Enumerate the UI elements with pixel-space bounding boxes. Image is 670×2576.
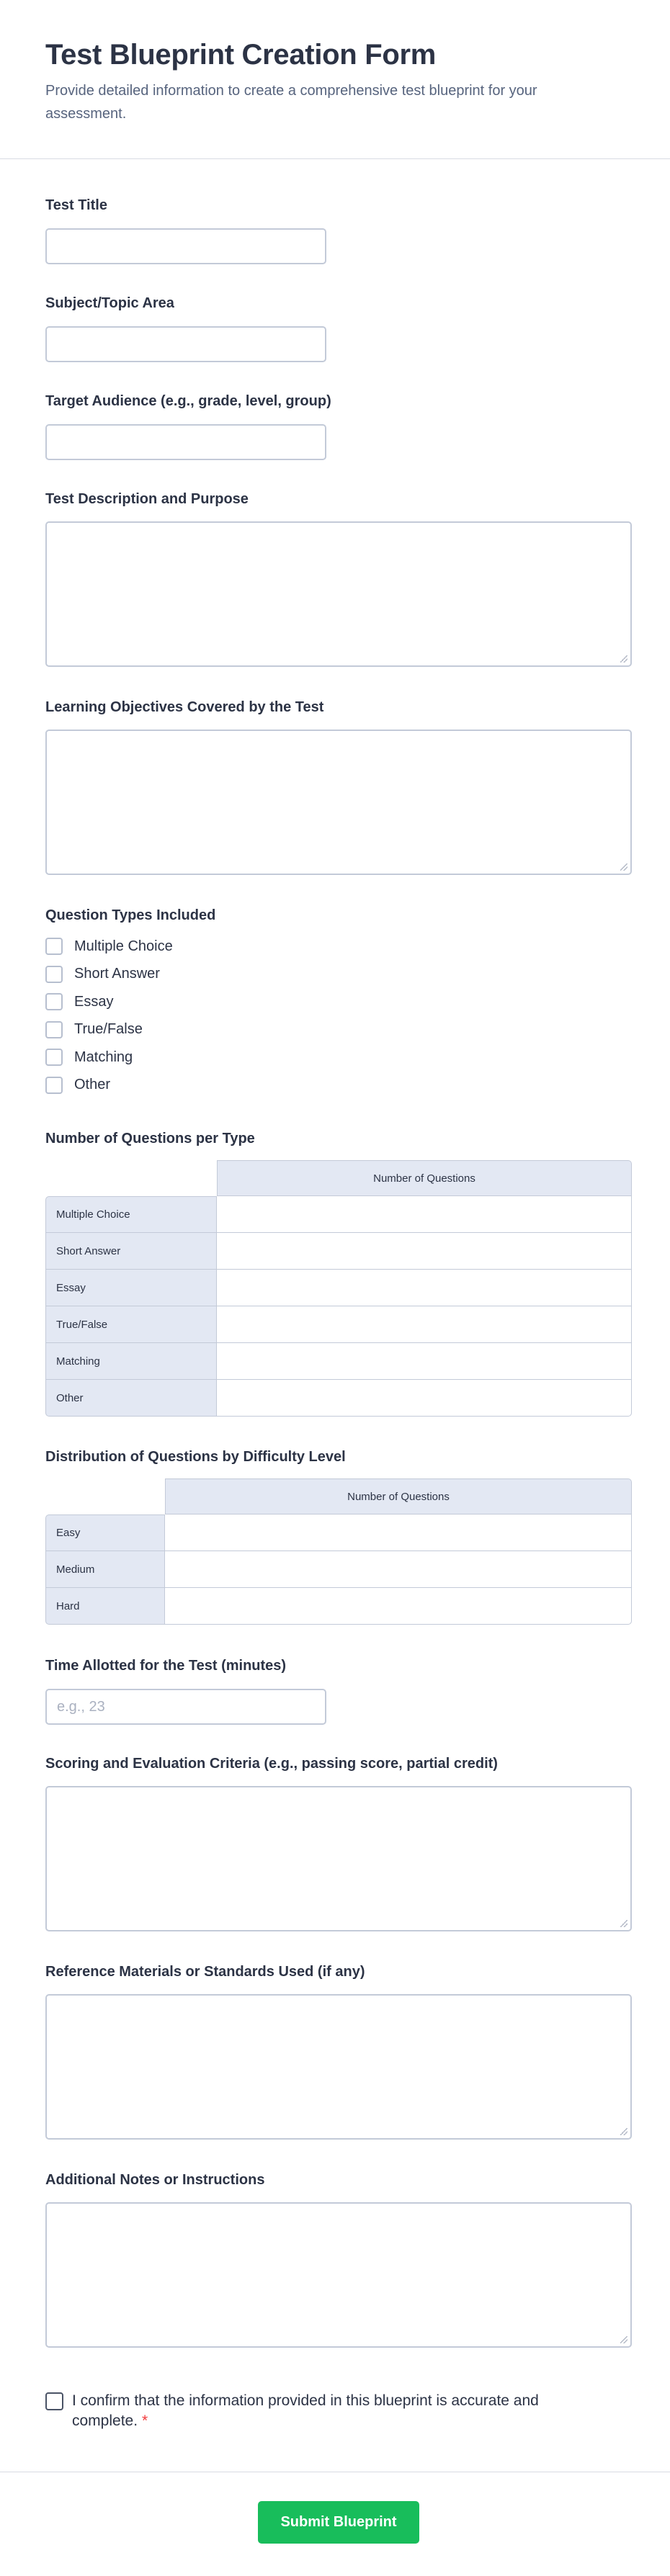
confirm-text: I confirm that the information provided in this blueprint is accurate and complete. [72,2392,539,2429]
form-header [0,0,670,159]
field-difficulty [45,1448,632,1625]
option-label: Essay [74,993,114,1010]
confirm-row[interactable] [45,2391,579,2431]
matrix-row [45,1343,632,1380]
form-footer [0,2472,670,2576]
matrix-column-header: Number of Questions [165,1478,632,1514]
resize-grip-icon[interactable] [620,2128,627,2135]
subject-input[interactable] [45,326,326,362]
matrix-cell-input[interactable] [165,1551,632,1588]
audience-label: Target Audience (e.g., grade, level, group) [45,393,331,409]
required-marker: * [142,2413,148,2429]
matrix-corner [45,1478,165,1514]
matrix-column-header: Number of Questions [217,1160,632,1196]
matrix-row [45,1514,632,1551]
subject-label: Subject/Topic Area [45,295,174,311]
objectives-label: Learning Objectives Covered by the Test [45,699,324,715]
description-label: Test Description and Purpose [45,491,249,507]
difficulty-matrix [45,1478,632,1625]
matrix-row [45,1270,632,1306]
matrix-cell-input[interactable] [217,1380,632,1417]
matrix-cell-input[interactable] [165,1514,632,1551]
confirm-label [72,2391,579,2431]
test-title-label: Test Title [45,197,107,213]
matrix-row [45,1380,632,1417]
field-audience [45,392,632,460]
page-subtitle: Provide detailed information to create a comprehensive test blueprint for your assessment. [45,83,537,122]
option-matching[interactable] [45,1044,632,1072]
checkbox[interactable] [45,1049,63,1066]
option-short-answer[interactable] [45,961,632,989]
option-label: Multiple Choice [74,938,173,954]
field-confirm [45,2391,579,2431]
matrix-row [45,1588,632,1625]
time-input[interactable] [45,1689,326,1725]
resize-grip-icon[interactable] [620,655,627,663]
checkbox[interactable] [45,1077,63,1094]
questions-per-type-label: Number of Questions per Type [45,1131,255,1146]
field-references [45,1962,632,2140]
test-title-input[interactable] [45,228,326,264]
resize-grip-icon[interactable] [620,2336,627,2343]
objectives-textarea[interactable] [45,730,632,875]
field-questions-per-type [45,1129,632,1417]
matrix-cell-input[interactable] [217,1306,632,1343]
option-label: Short Answer [74,966,160,982]
audience-input[interactable] [45,424,326,460]
matrix-cell-input[interactable] [165,1588,632,1625]
field-subject [45,294,632,362]
option-label: Matching [74,1049,133,1065]
difficulty-label: Distribution of Questions by Difficulty Level [45,1449,346,1465]
matrix-cell-input[interactable] [217,1270,632,1306]
matrix-row-label: Other [45,1380,217,1417]
submit-button[interactable]: Submit Blueprint [258,2501,419,2544]
references-textarea[interactable] [45,1994,632,2140]
matrix-row-label: Medium [45,1551,165,1588]
matrix-cell-input[interactable] [217,1343,632,1380]
field-question-types [45,906,632,1099]
confirm-checkbox[interactable] [45,2392,63,2410]
scoring-label: Scoring and Evaluation Criteria (e.g., passing score, partial credit) [45,1756,498,1772]
field-time [45,1656,632,1725]
notes-label: Additional Notes or Instructions [45,2172,265,2188]
matrix-row-label: Essay [45,1270,217,1306]
field-description [45,490,632,667]
matrix-corner [45,1160,217,1196]
option-other[interactable] [45,1072,632,1100]
field-objectives [45,698,632,875]
matrix-row [45,1306,632,1343]
checkbox[interactable] [45,993,63,1010]
questions-per-type-matrix [45,1160,632,1417]
notes-textarea[interactable] [45,2202,632,2348]
matrix-row-label: Multiple Choice [45,1196,217,1233]
option-label: Other [74,1077,111,1093]
matrix-row-label: True/False [45,1306,217,1343]
checkbox[interactable] [45,938,63,955]
matrix-row-label: Matching [45,1343,217,1380]
description-textarea[interactable] [45,521,632,667]
question-types-options [45,933,632,1099]
time-label: Time Allotted for the Test (minutes) [45,1658,287,1674]
question-types-label: Question Types Included [45,907,216,923]
resize-grip-icon[interactable] [620,1920,627,1927]
matrix-row-label: Short Answer [45,1233,217,1270]
matrix-row [45,1196,632,1233]
page-title: Test Blueprint Creation Form [45,39,437,71]
scoring-textarea[interactable] [45,1786,632,1931]
checkbox[interactable] [45,966,63,983]
resize-grip-icon[interactable] [620,863,627,871]
matrix-row [45,1233,632,1270]
checkbox[interactable] [45,1021,63,1038]
matrix-cell-input[interactable] [217,1233,632,1270]
option-label: True/False [74,1021,143,1038]
references-label: Reference Materials or Standards Used (if any) [45,1964,365,1980]
field-test-title [45,196,632,264]
field-notes [45,2171,632,2348]
matrix-row-label: Easy [45,1514,165,1551]
option-true-false[interactable] [45,1016,632,1044]
matrix-row-label: Hard [45,1588,165,1625]
option-essay[interactable] [45,988,632,1016]
option-multiple-choice[interactable] [45,933,632,961]
matrix-cell-input[interactable] [217,1196,632,1233]
matrix-row [45,1551,632,1588]
field-scoring [45,1754,632,1931]
